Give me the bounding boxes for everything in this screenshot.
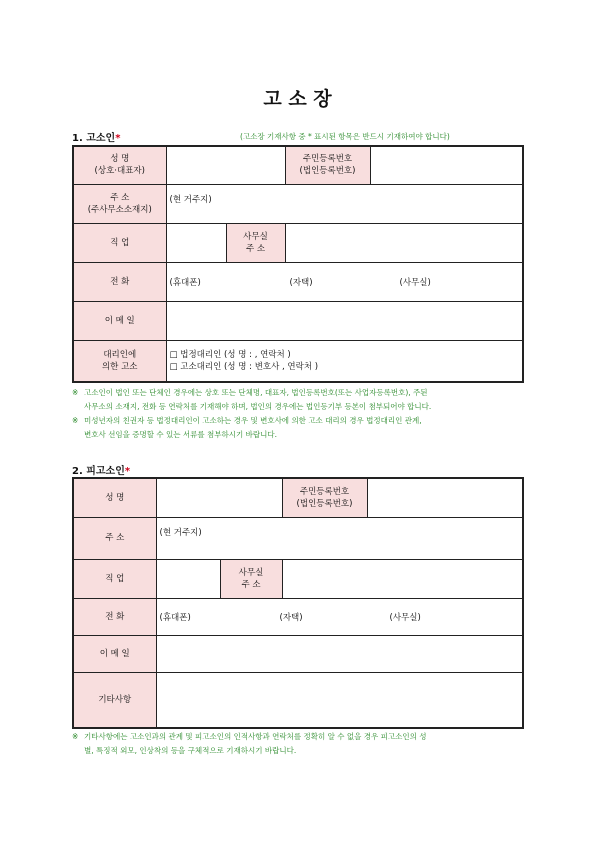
note-line: 기타사항에는 고소인과의 관계 및 피고소인의 인적사항과 연락처를 정확히 알 수 없을 경우 피고소인의 성	[84, 732, 427, 741]
defendant-email-label: 이 메 일	[73, 635, 156, 672]
job-field[interactable]	[166, 223, 226, 262]
name-label: 성 명 (상호·대표자)	[73, 146, 166, 184]
defendant-name-label: 성 명	[73, 478, 156, 517]
phone-mobile: (휴대폰)	[159, 612, 191, 623]
representative-label: 대리인에 의한 고소	[73, 340, 166, 382]
section1-notes	[72, 386, 527, 442]
section2-heading-text: 2. 피고소인	[72, 466, 125, 477]
attorney-rep-option[interactable]: □ 고소대리인 (성 명 : 변호사 , 연락처 )	[169, 361, 319, 372]
note-line: 사무소의 소재지, 전화 등 연락처를 기재해야 하며, 법인의 경우에는 법인등기부 등본이 첨부되어야 합니다.	[84, 402, 432, 411]
note-line: 변호사 선임을 증명할 수 있는 서류를 첨부하시기 바랍니다.	[84, 430, 277, 439]
office-address-label: 사무실 주 소	[226, 223, 285, 262]
address-label: 주 소 (주사무소소재지)	[73, 184, 166, 223]
defendant-job-field[interactable]	[156, 559, 220, 598]
defendant-phone-field[interactable]	[156, 598, 523, 635]
defendant-table	[72, 477, 524, 729]
defendant-reg-number-field[interactable]	[367, 478, 523, 517]
defendant-office-address-field[interactable]	[282, 559, 523, 598]
defendant-address-label: 주 소	[73, 517, 156, 559]
reg-number-label: 주민등록번호 (법인등록번호)	[285, 146, 370, 184]
complainant-table	[72, 145, 524, 383]
legal-rep-option[interactable]: □ 법정대리인 (성 명 : , 연락처 )	[169, 349, 291, 360]
defendant-office-address-label: 사무실 주 소	[220, 559, 282, 598]
phone-mobile: (휴대폰)	[169, 277, 201, 288]
document-title: 고 소 장	[263, 88, 332, 110]
address-field[interactable]: (현 거주지)	[166, 184, 523, 223]
representative-field	[166, 340, 523, 382]
name-field[interactable]	[166, 146, 285, 184]
phone-office: (사무실)	[389, 612, 421, 623]
note-mark: ※	[72, 732, 79, 741]
phone-home: (자택)	[279, 612, 303, 623]
note-line: 고소인이 법인 또는 단체인 경우에는 상호 또는 단체명, 대표자, 법인등록번호(또는 사업자등록번호), 주된	[84, 388, 428, 397]
section1-heading	[72, 129, 120, 144]
section2-notes	[72, 730, 527, 758]
note-line: 미성년자의 친권자 등 법정대리인이 고소하는 경우 및 변호사에 의한 고소 대리의 경우 법정대리인 관계,	[84, 416, 422, 425]
other-info-field[interactable]	[156, 672, 523, 728]
phone-home: (자택)	[289, 277, 313, 288]
required-star: *	[124, 466, 131, 477]
required-star: *	[115, 133, 121, 144]
reg-number-field[interactable]	[370, 146, 523, 184]
note-mark: ※	[72, 388, 79, 397]
job-label: 직 업	[73, 223, 166, 262]
phone-office: (사무실)	[399, 277, 431, 288]
defendant-address-field[interactable]: (현 거주지)	[156, 517, 523, 559]
email-field[interactable]	[166, 301, 523, 340]
defendant-name-field[interactable]	[156, 478, 282, 517]
other-info-label: 기타사항	[73, 672, 156, 728]
note-mark: ※	[72, 416, 79, 425]
defendant-email-field[interactable]	[156, 635, 523, 672]
required-hint: (고소장 기재사항 중 * 표시된 항목은 반드시 기재하여야 합니다)	[240, 132, 450, 141]
section2-heading	[72, 462, 130, 477]
email-label: 이 메 일	[73, 301, 166, 340]
phone-field[interactable]	[166, 262, 523, 301]
section1-heading-text: 1. 고소인	[72, 133, 116, 144]
defendant-phone-label: 전 화	[73, 598, 156, 635]
defendant-job-label: 직 업	[73, 559, 156, 598]
note-line: 별, 특징적 외모, 인상착의 등을 구체적으로 기재하시기 바랍니다.	[84, 746, 297, 755]
office-address-field[interactable]	[285, 223, 523, 262]
phone-label: 전 화	[73, 262, 166, 301]
defendant-reg-number-label: 주민등록번호 (법인등록번호)	[282, 478, 367, 517]
